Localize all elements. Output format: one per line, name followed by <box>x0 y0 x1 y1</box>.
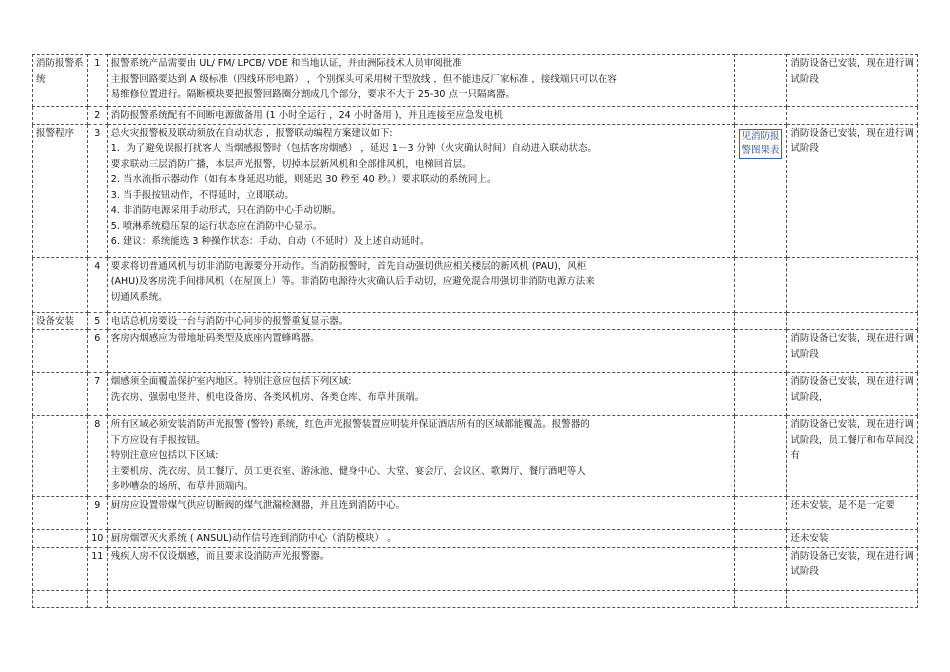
table-row <box>33 497 918 530</box>
requirement-line: 洗衣房、强弱电竖井、机电设备房、各类风机房、各类仓库、布草井顶端。 <box>110 391 425 403</box>
status-cell <box>787 373 918 416</box>
status-text: 消防设备已安装，现在进行调试阶段， <box>790 376 914 403</box>
reference-cell <box>734 416 787 497</box>
item-number-cell <box>87 590 107 608</box>
category-label: 消防报警系统 <box>36 58 84 85</box>
status-cell <box>787 416 918 497</box>
requirement-line: 报警系统产品需要由 UL/ FM/ LPCB/ VDE 和当地认证，并由洲际技术人员审阅批准 <box>110 58 462 69</box>
requirement-line <box>111 347 731 363</box>
requirement-cell <box>107 590 734 608</box>
table-row <box>33 330 918 373</box>
requirement-line: 客房内烟感应为带地址码类型及底座内置蜂鸣器。 <box>110 333 320 344</box>
requirement-line: 烟感须全面覆盖保护室内地区。特别注意应包括下列区域: <box>110 376 352 387</box>
status-cell <box>787 107 918 125</box>
status-cell <box>787 590 918 608</box>
requirement-line: 2. 当水流指示器动作（如有本身延迟功能，则延迟 30 秒至 40 秒。）要求联动的系统同上。 <box>110 174 497 185</box>
category-cell <box>33 257 88 312</box>
requirement-line: 电话总机房要设一台与消防中心同步的报警重复显示器。 <box>110 315 349 327</box>
item-number-cell <box>87 312 107 330</box>
requirement-cell <box>107 257 734 312</box>
category-cell <box>33 590 88 608</box>
requirement-line: (AHU)及客房洗手间排风机（在屋顶上）等。非消防电源待火灾确认后手动切，应避免混合用强切非消防电源方法来 <box>110 276 595 287</box>
category-cell <box>33 373 88 416</box>
item-number: 11 <box>91 550 104 562</box>
item-number: 3 <box>94 127 101 139</box>
requirement-line: 厨房烟罩灭火系统 ( ANSUL)动作信号连到消防中心（消防模块） 。 <box>110 533 397 544</box>
requirement-cell <box>107 497 734 530</box>
category-cell <box>33 124 88 257</box>
item-number-cell <box>87 547 107 590</box>
status-text: 消防设备已安装，现在进行调试阶段 <box>790 333 914 360</box>
status-cell <box>787 530 918 548</box>
item-number-cell <box>87 530 107 548</box>
item-number: 8 <box>94 419 101 430</box>
item-number-cell <box>87 373 107 416</box>
category-cell <box>33 497 88 530</box>
reference-cell <box>734 330 787 373</box>
reference-cell <box>734 373 787 416</box>
requirement-cell <box>107 373 734 416</box>
requirement-cell <box>107 330 734 373</box>
requirement-line: 1．为了避免误报打扰客人 当烟感报警时（包括客房烟感） ，延迟 1－3 分钟（火灾确认时间）自动进入联动状态。 <box>110 143 598 154</box>
table-row <box>33 373 918 416</box>
reference-cell <box>734 107 787 125</box>
item-number-cell <box>87 257 107 312</box>
requirement-line <box>111 564 731 580</box>
requirement-line: 6. 建议：系统能选 3 种操作状态：手动、自动（不延时）及上述自动延时。 <box>110 236 430 247</box>
category-label: 报警程序 <box>36 127 75 139</box>
table-row <box>33 55 918 107</box>
requirement-cell <box>107 312 734 330</box>
status-cell <box>787 124 918 257</box>
status-text: 消防设备已安装，现在进行调试阶段 <box>790 58 914 85</box>
category-cell <box>33 107 88 125</box>
requirement-line: 所有区域必须安装消防声光报警 (警铃) 系统，红色声光报警装置应明装并保证酒店所有的区域都能覆盖。报警器的 <box>110 419 590 430</box>
specification-table <box>32 54 918 608</box>
reference-cell <box>734 497 787 530</box>
requirement-line: 3. 当手报按钮动作，不得延时，立即联动。 <box>110 189 294 201</box>
item-number: 7 <box>94 376 101 387</box>
reference-cell <box>734 590 787 608</box>
requirement-line: 消防报警系统配有不间断电源做备用 (1 小时全运行 ，24 小时备用 )，并且连接至应急发电机 <box>110 110 503 121</box>
reference-cell <box>734 257 787 312</box>
status-text: 消防设备已安装，现在进行调试阶段 <box>790 127 914 154</box>
status-cell <box>787 55 918 107</box>
table-row <box>33 530 918 548</box>
item-number: 2 <box>94 110 101 121</box>
item-number: 4 <box>94 260 101 272</box>
category-label: 设备安装 <box>36 315 75 327</box>
requirement-line: 主要机房、洗衣房、员工餐厅、员工更衣室、游泳池、健身中心、大堂、宴会厅、会议区、歌舞厅、餐厅酒吧等人 <box>110 465 586 477</box>
requirement-line: 多吵嘈杂的场所、布草井顶端内。 <box>110 481 254 492</box>
reference-cell <box>734 547 787 590</box>
requirement-line <box>111 592 731 608</box>
item-number: 1 <box>94 58 101 69</box>
requirement-line: 总火灾报警板及联动须放在自动状态 ，报警联动编程方案建议如下: <box>110 127 393 139</box>
status-cell <box>787 257 918 312</box>
table-row <box>33 590 918 608</box>
category-cell <box>33 547 88 590</box>
reference-cell <box>734 55 787 107</box>
reference-cell <box>734 530 787 548</box>
category-cell <box>33 530 88 548</box>
category-cell <box>33 416 88 497</box>
requirement-line: 主报警回路要达到 A 级标准（四线环形电路） ，个别探头可采用树干型放线 ，但不能违反厂家标准 ，接线端只可以在容 <box>110 73 617 85</box>
item-number: 9 <box>94 500 101 511</box>
requirement-line: 4. 非消防电源采用手动形式，只在消防中心手动切断。 <box>110 205 342 216</box>
item-number-cell <box>87 497 107 530</box>
requirement-cell <box>107 530 734 548</box>
table-body <box>33 55 918 608</box>
table-row <box>33 257 918 312</box>
status-text: 还未安装 <box>790 533 829 544</box>
item-number-cell <box>87 330 107 373</box>
item-number: 10 <box>91 533 104 544</box>
table-row <box>33 107 918 125</box>
status-text: 消防设备已安装，现在进行调试阶段 <box>790 550 914 577</box>
requirement-cell <box>107 107 734 125</box>
reference-note: 见消防报警图果表 <box>739 129 783 159</box>
item-number-cell <box>87 55 107 107</box>
status-text: 消防设备已安装，现在进行调试阶段，员工餐厅和布草间没有 <box>790 419 914 461</box>
status-text: 还未安装，是不是一定要 <box>790 500 895 511</box>
requirement-line: 特别注意应包括以下区域: <box>110 450 219 461</box>
item-number-cell <box>87 416 107 497</box>
requirement-cell <box>107 124 734 257</box>
requirement-line: 厨房应设置带煤气供应切断阀的煤气泄漏检测器，并且连到消防中心。 <box>110 500 406 511</box>
table-row <box>33 312 918 330</box>
status-cell <box>787 497 918 530</box>
requirement-cell <box>107 55 734 107</box>
requirement-line: 要求将切普通风机与切非消防电源要分开动作。当消防报警时，首先自动强切供应相关楼层的新风机 (PAU)，风柜 <box>110 260 587 272</box>
item-number: 5 <box>94 315 101 327</box>
requirement-line: 下方应设有手报按钮。 <box>110 434 206 446</box>
requirement-cell <box>107 416 734 497</box>
table-row <box>33 124 918 257</box>
reference-cell <box>734 124 787 257</box>
reference-cell <box>734 312 787 330</box>
requirement-line: 残疾人房不仅设烟感，而且要求设消防声光报警器。 <box>110 550 330 562</box>
requirement-line: 要求联动三层消防广播，本层声光报警，切掉本层新风机和全部排风机，电梯回首层。 <box>110 158 472 170</box>
category-cell <box>33 312 88 330</box>
table-row <box>33 547 918 590</box>
status-cell <box>787 330 918 373</box>
item-number-cell <box>87 124 107 257</box>
requirement-cell <box>107 547 734 590</box>
item-number-cell <box>87 107 107 125</box>
status-cell <box>787 312 918 330</box>
requirement-line: 易维修位置进行。隔断模块要把报警回路圈分割成几个部分，要求不大于 25-30 点一只隔离器。 <box>110 89 515 100</box>
category-cell <box>33 330 88 373</box>
requirement-line <box>111 514 731 530</box>
category-cell <box>33 55 88 107</box>
table-row <box>33 416 918 497</box>
requirement-line: 切通风系统。 <box>110 291 168 303</box>
item-number: 6 <box>94 333 101 344</box>
status-cell <box>787 547 918 590</box>
requirement-line: 5. 喷淋系统稳压泵的运行状态应在消防中心显示。 <box>110 220 323 232</box>
